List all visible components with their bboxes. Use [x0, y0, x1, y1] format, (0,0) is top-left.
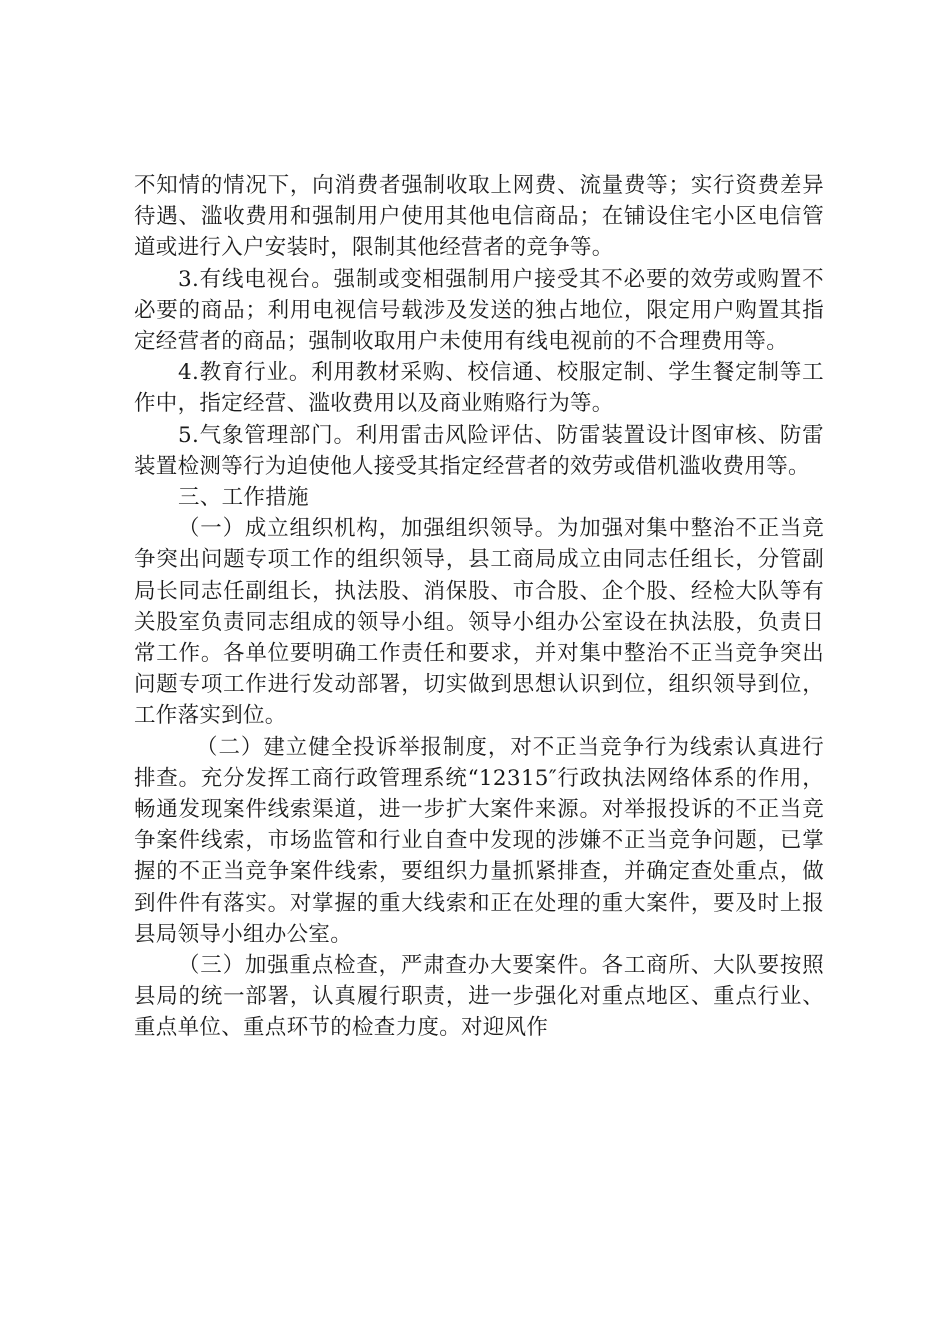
document-body — [134, 170, 824, 1044]
section-heading-work-measures: 三、工作措施 — [178, 485, 309, 511]
paragraph-measure-2: （二）建立健全投诉举报制度，对不正当竞争行为线索认真进行排查。充分发挥工商行政管理系统“12315″行政执法网络体系的作用，畅通发现案件线索渠道，进一步扩大案件来源。对举报投诉的不正当竞争案件线索，市场监管和行业自查中发现的涉嫌不正当竞争问题，已掌握的不正当竞争案件线索，要组织力量抓紧排查，并确定查处重点，做到件件有落实。对掌握的重大线索和正在处理的重大案件，要及时上报县局领导小组办公室。 — [134, 734, 824, 947]
paragraph-measure-3: （三）加强重点检查，严肃查办大要案件。各工商所、大队要按照县局的统一部署，认真履行职责，进一步强化对重点地区、重点行业、重点单位、重点环节的检查力度。对迎风作 — [134, 953, 824, 1041]
paragraph-telecom-continued: 不知情的情况下，向消费者强制收取上网费、流量费等；实行资费差异待遇、滥收费用和强制用户使用其他电信商品；在铺设住宅小区电信管道或进行入户安装时，限制其他经营者的竞争等。 — [134, 173, 824, 261]
paragraph-meteorology: 5.气象管理部门。利用雷击风险评估、防雷装置设计图审核、防雷装置检测等行为迫使他人接受其指定经营者的效劳或借机滥收费用等。 — [134, 422, 824, 479]
paragraph-education: 4.教育行业。利用教材采购、校信通、校服定制、学生餐定制等工作中，指定经营、滥收费用以及商业贿赂行为等。 — [134, 360, 824, 417]
paragraph-measure-1: （一）成立组织机构，加强组织领导。为加强对集中整治不正当竞争突出问题专项工作的组织领导，县工商局成立由同志任组长，分管副局长同志任副组长，执法股、消保股、市合股、企个股、经检大队等有关股室负责同志组成的领导小组。领导小组办公室设在执法股，负责日常工作。各单位要明确工作责任和要求，并对集中整治不正当竞争突出问题专项工作进行发动部署，切实做到思想认识到位，组织领导到位，工作落实到位。 — [134, 516, 824, 729]
paragraph-cable-tv: 3.有线电视台。强制或变相强制用户接受其不必要的效劳或购置不必要的商品；利用电视信号载涉及发送的独占地位，限定用户购置其指定经营者的商品；强制收取用户未使用有线电视前的不合理费用等。 — [134, 266, 824, 355]
